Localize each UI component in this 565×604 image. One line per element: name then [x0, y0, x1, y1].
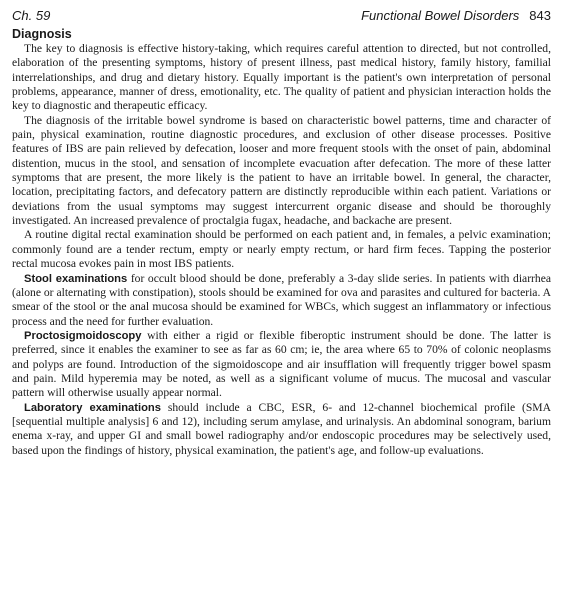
paragraph-text: for occult blood should be done, preferably a 3-day slide series. In patients with diarrhea (alone or alternating with constipation), stools should be examined for ova and parasites and cultured for bacteria. A smear of the stool or the anal mucosa should be examined for WBCs, which suggest an inflammatory or infectious process and the need for further evaluation. — [12, 271, 551, 328]
paragraph-proctosigmoidoscopy — [12, 329, 551, 401]
running-head — [12, 6, 551, 26]
paragraph-laboratory-examinations — [12, 401, 551, 458]
chapter-label: Ch. 59 — [12, 8, 51, 23]
run-in-heading: Proctosigmoidoscopy — [24, 329, 142, 342]
paragraph-rectal-examination — [12, 228, 551, 271]
paragraph-text: should include a CBC, ESR, 6- and 12-channel biochemical profile (SMA [sequential multiple analysis] 6 and 12), including serum amylase, and urinalysis. An abdominal sonogram, barium enema x-ray, and upper GI and small bowel radiography and/or endoscopic procedures may be selectively used, based upon the findings of history, physical examination, the patient's age, and follow-up evaluations. — [12, 400, 551, 457]
chapter-title: Functional Bowel Disorders — [361, 8, 520, 23]
paragraph-text: The diagnosis of the irritable bowel syndrome is based on characteristic bowel patterns, time and character of pain, physical examination, routine diagnostic procedures, and exclusion of other disease processes. Positive features of IBS are pain relieved by defecation, looser and more frequent stools with the onset of pain, abdominal distention, mucus in the stool, and sensation of incomplete evacuation after defecation. The more of these latter symptoms that are present, the more likely is the patient to have an irritable bowel. In general, the character, location, precipitating factors, and defecatory pattern are distinctly reproducible within each patient. Variations or deviations from the usual symptoms may suggest intercurrent organic disease and should be thoroughly investigated. An increased prevalence of proctalgia fugax, headache, and backache are present. — [12, 113, 551, 228]
section-heading-diagnosis: Diagnosis — [12, 27, 72, 41]
page-number: 843 — [529, 8, 551, 23]
run-in-heading: Stool examinations — [24, 272, 128, 285]
paragraph-history-taking — [12, 42, 551, 114]
paragraph-text: The key to diagnosis is effective history-taking, which requires careful attention to directed, but not controlled, elaboration of the presenting symptoms, history of present illness, past medical history, family history, familial interrelationships, and drug and dietary history. Equally important is the patient's own interpretation of personal problems, appearance, manner of dress, emotionality, etc. The quality of patient and physician interaction holds the key to diagnostic and therapeutic efficacy. — [12, 42, 551, 113]
section-body — [12, 42, 551, 458]
running-head-right — [361, 6, 551, 26]
paragraph-text: with either a rigid or flexible fiberoptic instrument should be done. The latter is preferred, since it enables the examiner to see as far as 60 cm; ie, the area where 65 to 70% of colonic neoplasms and polyps are found. Introduction of the sigmoidoscope and air insufflation will frequently trigger bowel spasm and pain. Mild hyperemia may be noted, as well as a significant volume of mucus. The mucosal and vascular pattern will otherwise usually appear normal. — [12, 328, 551, 400]
paragraph-text: A routine digital rectal examination should be performed on each patient and, in females, a pelvic examination; commonly found are a tender rectum, empty or nearly empty rectum, or hard firm feces. Tapping the posterior rectal mucosa evokes pain in most IBS patients. — [12, 228, 551, 271]
paragraph-stool-examinations — [12, 272, 551, 329]
run-in-heading: Laboratory examinations — [24, 401, 161, 414]
paragraph-ibs-diagnosis — [12, 114, 551, 229]
